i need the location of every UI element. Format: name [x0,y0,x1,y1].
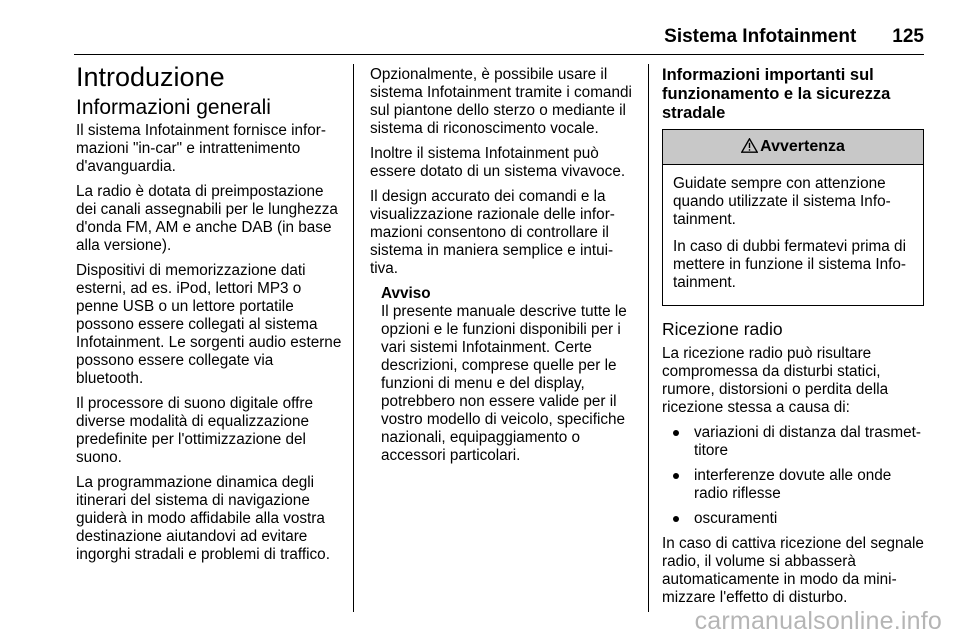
paragraph: La programmazione dinamica degli itinerari del sistema di navigazione guiderà in modo affidabile alla vostra destinazione aiutandovi ad evitare ingorghi stradali e problemi di traffico. [76,474,330,563]
bullet-list [662,424,924,528]
paragraph: In caso di cattiva ricezione del segnale radio, il volume si abbasserà automaticamente in modo da mini-mizzare l'effetto di disturbo. [662,535,924,606]
list-item-text: variazioni di distanza dal trasmet-titore [694,424,922,459]
column-divider-2 [648,64,649,612]
paragraph: Il sistema Infotainment fornisce infor-mazioni "in-car" e intrattenimento d'avanguardia. [76,122,326,175]
warning-paragraph: In caso di dubbi fermatevi prima di mettere in funzione il sistema Info-tainment. [673,238,906,291]
warning-paragraph: Guidate sempre con attenzione quando utilizzate il sistema Info-tainment. [673,175,891,228]
warning-label: Avvertenza [760,138,845,155]
paragraph: La ricezione radio può risultare compromessa da disturbi statici, rumore, distorsioni o perdita della ricezione stessa a causa di: [662,345,889,416]
warning-body [663,165,923,305]
column-divider-1 [353,64,354,612]
warning-box [662,129,924,306]
watermark: carmanualsonline.info [694,607,942,635]
warning-header [663,130,923,165]
note-title: Avviso [381,285,431,302]
note-block [381,285,638,465]
list-item-text: interferenze dovute alle onde radio riflesse [694,467,892,502]
paragraph: Il design accurato dei comandi e la visualizzazione razionale delle infor-mazioni consentono di controllare il sistema in maniera semplice e intui-tiva. [370,188,615,277]
chapter-title: Introduzione [76,62,225,92]
list-item [662,467,924,503]
radio-heading: Ricezione radio [662,319,783,339]
list-item-text: oscuramenti [694,510,778,527]
bullet-icon [673,516,679,522]
page-number: 125 [892,26,924,47]
section-heading: Informazioni generali [76,96,271,119]
list-item [662,424,924,460]
paragraph: Inoltre il sistema Infotainment può essere dotato di un sistema vivavoce. [370,145,626,180]
column-1 [76,62,344,571]
column-3 [662,66,924,614]
section-title: Sistema Infotainment [664,26,857,47]
paragraph: Opzionalmente, è possibile usare il sistema Infotainment tramite i comandi sul piantone dello sterzo o mediante il sistema di riconoscimento vocale. [370,66,632,137]
section-heading: Informazioni importanti sul funzionamento e la sicurezza stradale [662,66,891,122]
warning-triangle-icon [741,138,758,153]
bullet-icon [673,430,679,436]
running-head [664,26,924,48]
paragraph: Dispositivi di memorizzazione dati esterni, ad es. iPod, lettori MP3 o penne USB o un lettore portatile possono essere collegati al sistema Infotainment. Le sorgenti audio esterne possono essere collegate via bluetooth. [76,262,342,387]
column-2 [370,66,638,465]
bullet-icon [673,473,679,479]
list-item [662,510,924,528]
paragraph: Il processore di suono digitale offre diverse modalità di equalizzazione predefinite per l'ottimizzazione del suono. [76,395,313,466]
paragraph: La radio è dotata di preimpostazione dei canali assegnabili per le lunghezza d'onda FM, AM e anche DAB (in base alla versione). [76,183,338,254]
note-text: Il presente manuale descrive tutte le opzioni e le funzioni disponibili per i vari sistemi Infotainment. Certe descrizioni, comprese quelle per le funzioni di menu e del display, potrebbero non essere valide per il vostro modello di veicolo, specifiche nazionali, equipaggiamento o accessori particolari. [381,303,627,464]
header-rule [74,54,924,55]
